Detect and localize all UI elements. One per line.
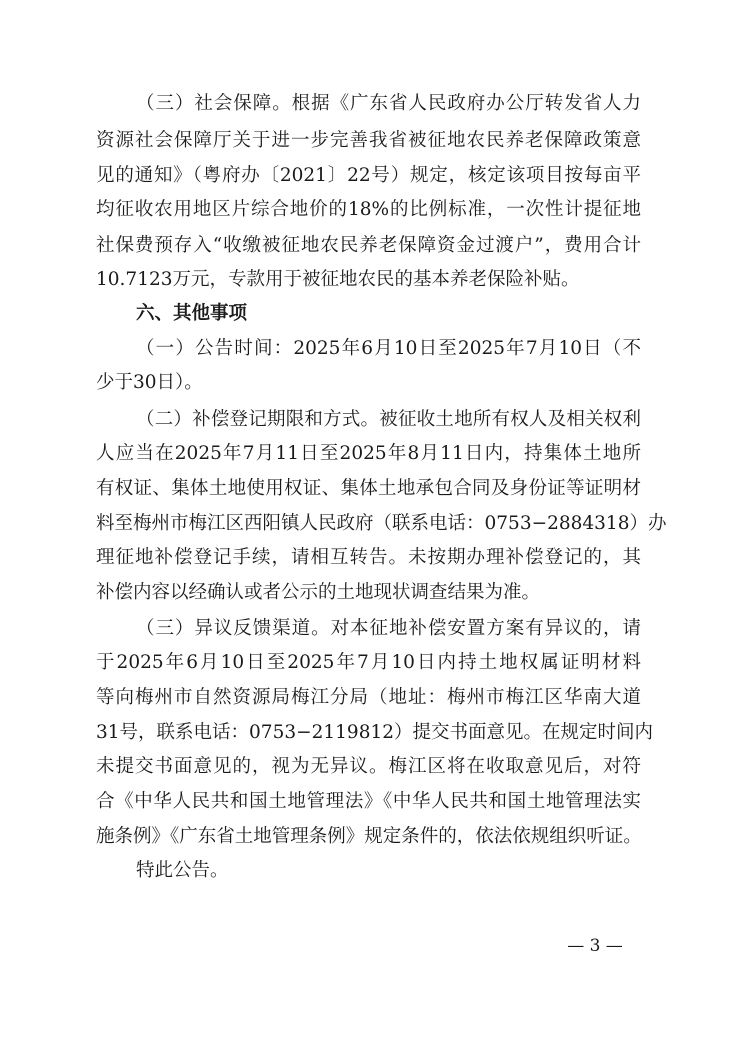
objection-line-2: 于2025年6月10日至2025年7月10日内持土地权属证明材料 [96, 652, 641, 673]
social-security-line-6: 10.7123万元，专款用于被征地农民的基本养老保险补贴。 [96, 269, 580, 290]
objection-line-7: 施条例》《广东省土地管理条例》规定条件的，依法依规组织听证。 [96, 826, 642, 847]
objection-line-1: （三）异议反馈渠道。对本征地补偿安置方案有异议的，请 [136, 618, 641, 639]
registration-line-6: 补偿内容以经确认或者公示的土地现状调查结果为准。 [96, 582, 541, 603]
objection-line-4: 31号，联系电话：0753−2119812）提交书面意见。在规定时间内 [96, 722, 654, 743]
objection-line-3: 等向梅州市自然资源局梅江分局（地址：梅州市梅江区华南大道 [96, 687, 641, 708]
social-security-line-5: 社保费预存入“收缴被征地农民养老保障资金过渡户”，费用合计 [96, 235, 641, 256]
notice-period-line-2: 少于30日）。 [96, 372, 203, 393]
registration-line-4: 料至梅州市梅江区西阳镇人民政府（联系电话：0753−2884318）办 [96, 513, 667, 534]
objection-line-5: 未提交书面意见的，视为无异议。梅江区将在收取意见后，对符 [96, 756, 641, 777]
notice-period-line-1: （一）公告时间：2025年6月10日至2025年7月10日（不 [136, 338, 641, 359]
social-security-line-2: 资源社会保障厅关于进一步完善我省被征地农民养老保障政策意 [96, 130, 641, 151]
closing-statement: 特此公告。 [136, 860, 229, 881]
section-heading-other-matters: 六、其他事项 [136, 303, 248, 324]
social-security-line-4: 均征收农用地区片综合地价的18%的比例标准，一次性计提征地 [96, 199, 641, 220]
social-security-line-1: （三）社会保障。根据《广东省人民政府办公厅转发省人力 [136, 93, 641, 114]
registration-line-1: （二）补偿登记期限和方式。被征收土地所有权人及相关权利 [136, 409, 641, 430]
social-security-line-3: 见的通知》（粤府办〔2021〕22号）规定，核定该项目按每亩平 [96, 165, 641, 186]
registration-line-5: 理征地补偿登记手续，请相互转告。未按期办理补偿登记的，其 [96, 547, 641, 568]
registration-line-3: 有权证、集体土地使用权证、集体土地承包合同及身份证等证明材 [96, 478, 641, 499]
objection-line-6: 合《中华人民共和国土地管理法》《中华人民共和国土地管理法实 [96, 791, 641, 812]
registration-line-2: 人应当在2025年7月11日至2025年8月11日内，持集体土地所 [96, 443, 641, 464]
page-number: — 3 — [567, 936, 623, 956]
